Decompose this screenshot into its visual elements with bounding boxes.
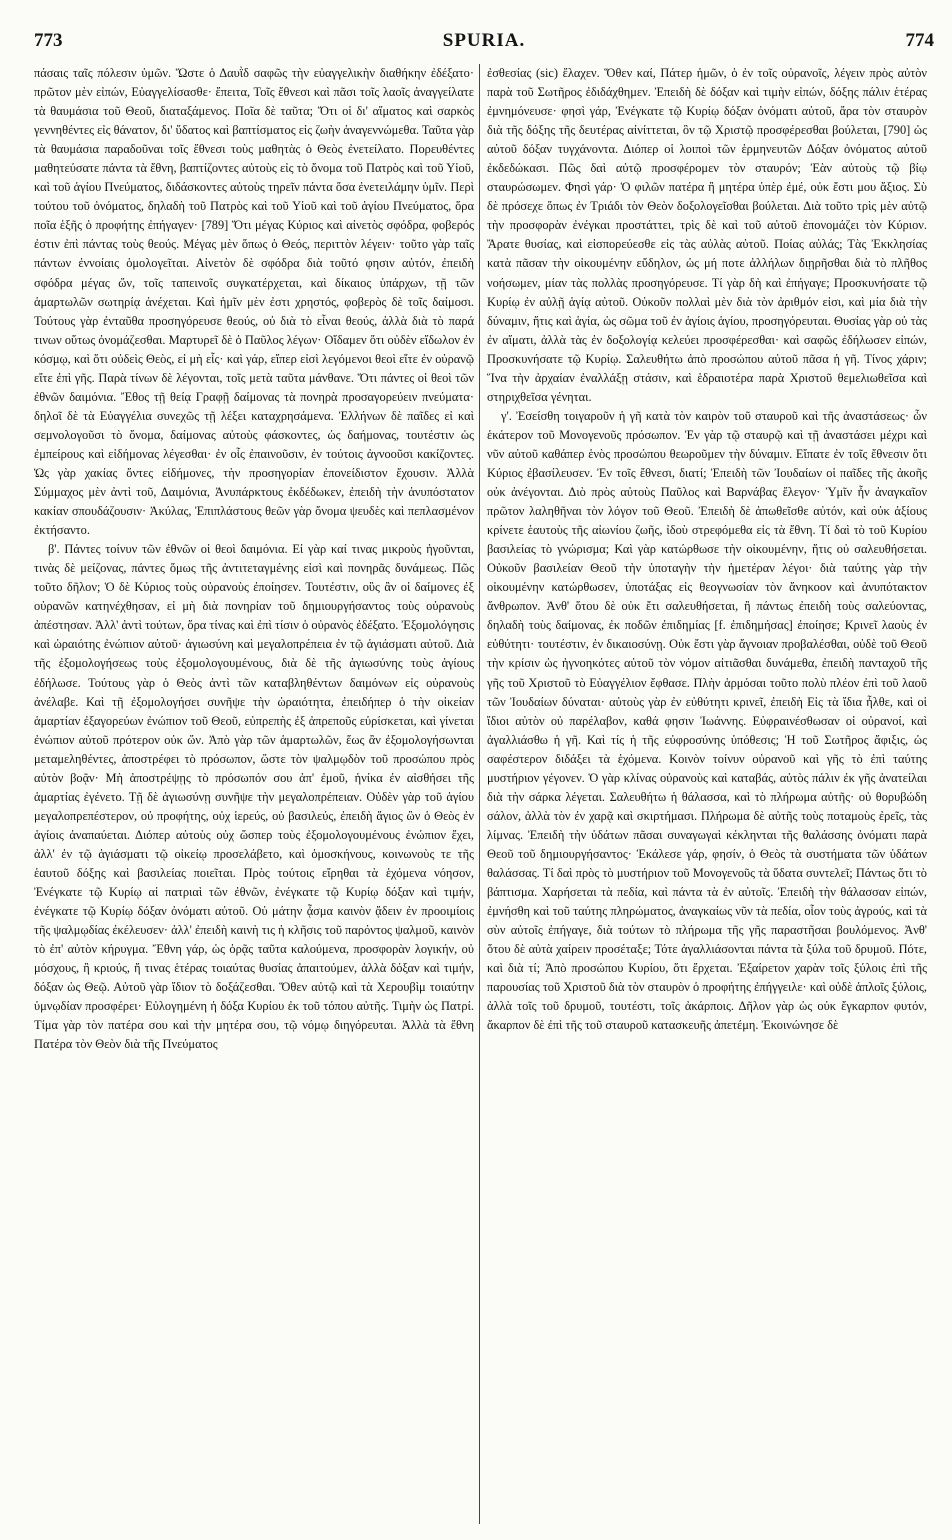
running-title: SPURIA. bbox=[442, 30, 526, 51]
page-number-right: 774 bbox=[905, 30, 934, 51]
column-paragraph: β'. Πάντες τοίνυν τῶν ἐθνῶν οἱ θεοὶ δαιμόνια. Εἰ γὰρ καί τινας μικροὺς ἡγοῦνται, τινὰς δὲ μείζονας, πάντες ὅμως τῆς ἀντιτεταγμένης εἰσὶ καὶ πονηρᾶς δυνάμεως. Πῶς τοῦτο δῆλον; Ὁ δὲ Κύριος τοὺς οὐρανοὺς ἐποίησεν. Τουτέστιν, οὓς ἂν οἱ δαίμονες ἐξ οὐρανῶν κατηνέχθησαν, εἰ μὴ διὰ πονηρίαν τοῦ δημιουργήσαντος τοὺς οὐρανοὺς ἀπέστησαν. Ἀλλ' ἀντὶ τούτων, ὅρα τίνας καὶ ἐπὶ τίσιν ὁ οὐρανὸς ἐδέξατο. Ἐξομολόγησις καὶ ὡραιότης ἐνώπιον αὐτοῦ· ἁγιωσύνη καὶ μεγαλοπρέπεια ἐν τῷ ἁγιάσματι αὐτοῦ. Διὰ τῆς ἐξομολογήσεως τοὺς ἐξομολογουμένους, διὰ δὲ τῆς ἁγιωσύνης τοὺς ἁγίους ἐδήλωσε. Τούτους γὰρ ὁ Θεὸς ἀντὶ τῶν καταβληθέντων δαιμόνων εἰς οὐρανοὺς ἀνέλαβε. Καὶ τῇ ἐξομολογήσει συνῆψε τὴν ὡραιότητα, ἐπειδήπερ ὁ τὴν οἰκείαν ἁμαρτίαν ἐξαγορεύων ἐνώπιον τοῦ Θεοῦ, εὐπρεπὴς ἐξ ἀπρεποῦς εὑρίσκεται, καὶ γίνεται ἐνώπιον αὐτοῦ πρότερον οὐκ ὤν. Ἀπὸ γὰρ τῶν ἁμαρτωλῶν, ἕως ἂν ἐξομολογήσωνται μεταμεληθέντες, ἀποστρέφει τὸ πρόσωπον, ὥστε τὸν ψαλμῳδὸν τοῦ προσώπου πρὸς αὐτὸν βοᾷν· Μὴ ἀποστρέψῃς τὸ πρόσωπόν σου ἀπ' ἐμοῦ, ἡνίκα ἐν αἰσθήσει τῆς ἁμαρτίας ἐγένετο. Τῇ δὲ ἁγιωσύνῃ συνῆψε τὴν μεγαλοπρέπειαν. Οὐδὲν γὰρ τοῦ ἁγίου μεγαλοπρεπέστερον, οὐ προφήτης, οὐχ ἱερεύς, οὐ βασιλεύς, ἐπειδὴ ἅγιος ὢν ὁ Θεὸς ἐν ἁγίοις ἀναπαύεται. Διόπερ αὐτοὺς οὐχ ὥσπερ τοὺς ἐξομολογουμένους ἐνώπιον ἔχει, ἀλλ' ἐν τῷ ἁγιάσματι τῷ οἰκείῳ προσελάβετο, καὶ ὁμοσκήνους, κοινωνοὺς τε τῆς ἑαυτοῦ δόξης καὶ βασιλείας ποιεῖται. Πρὸς τούτοις εἴρηθαι τὰ ἑχόμενα νόησον, Ἐνέγκατε τῷ Κυρίῳ αἱ πατριαὶ τῶν ἐθνῶν, ἐνέγκατε τῷ Κυρίῳ δόξαν καὶ τιμήν, ἐνέγκατε τῷ Κυρίῳ δόξαν ὀνόματι αὐτοῦ. Οὐ μάτην ᾆσμα καινὸν ᾄδειν ἐν προοιμίοις τῆς ψαλμῳδίας ἐκέλευσεν· ἀλλ' ἐπειδὴ καινὴ τις ἡ κλῆσις τοῦ παρόντος ψαλμοῦ, καινὸν τὸ ἐπ' αὐτὸν κήρυγμα. Ἔθνη γάρ, ὡς ὁρᾷς ταῦτα καλούμενα, προσφορὰν λογικήν, οὐ μόσχους, ἢ κριούς, ἤ τινας ἑτέρας τοιαύτας θυσίας ἀπαιτούμεν, ἀλλὰ δόξαν καὶ τιμήν, δόξαν ὡς Θεῷ. Αὐτοῦ γὰρ ἴδιον τὸ δοξάζεσθαι. Ὅθεν αὐτῷ καὶ τὰ Χερουβὶμ τοιαύτην ὑμνῳδίαν προσφέρει· Εὐλογημένη ἡ δόξα Κυρίου ἐκ τοῦ τόπου αὐτῆς. Τιμὴν ὡς Πατρί. Τίμα γὰρ τὸν πατέρα σου καὶ τὴν μητέρα σου, τῷ νόμῳ διηγόρευται. Ἀλλὰ τὰ ἔθνη Πατέρα τὸν Θεὸν διὰ τῆς Πνεύματος bbox=[34, 542, 474, 1052]
column-paragraph: ἐσθεσίας (sic) ἔλαχεν. Ὅθεν καί, Πάτερ ἡμῶν, ὁ ἐν τοῖς οὐρανοῖς, λέγειν πρὸς αὐτὸν παρὰ τοῦ Σωτῆρος ἐδιδάχθημεν. Ἐπειδὴ δὲ δόξαν καὶ τιμὴν εἰπών, δόξης πάλιν ἑτέρας ἐμνημόνευσε· φησὶ γάρ, Ἐνέγκατε τῷ Κυρίῳ δόξαν ὀνόματι αὐτοῦ, ἄρα τὸν σταυρὸν διὰ τῆς δόξης τῆς δευτέρας αἰνίττεται, ὃν τῷ Χριστῷ προσφέρεσθαι βούλεται, [790] ὡς αὐτοῦ δόξαν τυγχάνοντα. Διόπερ οἱ λοιποὶ τῶν ἑρμηνευτῶν Δόξαν ὀνόματος αὐτοῦ ἐκδεδώκασι. Πῶς δαὶ αὐτῷ προσφέρομεν τὸν σταυρόν; Ἐὰν αὐτοὺς τῷ βίῳ σταυρώσωμεν. Φησὶ γάρ· Ὁ φιλῶν πατέρα ἢ μητέρα ὑπὲρ ἐμέ, οὐκ ἔστι μου ἄξιος. Σὺ δὲ πρόσεχε ὅπως ἐν Τριάδι τὸν Θεὸν δοξολογεῖσθαι βούλεται. Διὰ τοῦτο τρὶς μὲν αὐτῷ τὴν προσφορὰν ἐνέγκαι προστάττει, τρὶς δὲ καὶ τοῦ αὐτοῦ ἐπονομάζει τὸν Κύριον. Ἄρατε θυσίας, καὶ εἰσπορεύεσθε εἰς τὰς αὐλὰς αὐτοῦ. Ποίας αὐλάς; Τὰς Ἐκκλησίας κατὰ πᾶσαν τὴν οἰκουμένην εὔδηλον, ὡς μή ποτε ἀλλήλων διῃρῆσθαι διὰ τὸ πλῆθος νοήσωμεν, μίαν τὰς πολλὰς προσηγόρευσε. Τί γὰρ δὴ καὶ ἐπήγαγε; Προσκυνήσατε τῷ Κυρίῳ ἐν αὐλῇ ἁγίᾳ αὐτοῦ. Οὐκοῦν πολλαὶ μὲν διὰ τὸν ἀριθμόν εἰσι, καὶ μία διὰ τὴν δύναμιν, ἥτις καὶ ἁγία, ὡς σῶμα τοῦ ἐν ἁγίοις ἁγίου, προσηγόρευται. Θυσίας γὰρ οὐ τὰς ἐν αἵματι, ἀλλὰ τὰς ἐν δοξολογίᾳ κελεύει προσφέρεσθαι· καὶ σαφῶς ἐδήλωσεν εἰπών, Προσκυνήσατε τῷ Κυρίῳ. Σαλευθήτω ἀπὸ προσώπου αὐτοῦ πᾶσα ἡ γῆ. Τίνος χάριν; Ἵνα τὴν ἀρχαίαν ἐναλλάξῃ στάσιν, καὶ ἑδραιοτέρα παρὰ Χριστοῦ θεμελιωθεῖσα καὶ στηριχθεῖσα γένηται. bbox=[487, 66, 927, 404]
column-paragraph: πάσαις ταῖς πόλεσιν ὑμῶν. Ὥστε ὁ Δαυῒδ σαφῶς τὴν εὐαγγελικὴν διαθήκην ἐδέξατο· πρῶτον μὲν εἰπών, Εὐαγγελίσασθε· ἔπειτα, Τοῖς ἔθνεσι καὶ πᾶσι τοῖς λαοῖς ἀναγγείλατε τὰ θαυμάσια τοῦ Θεοῦ, διαταξάμενος. Ποῖα δὲ ταῦτα; Ὅτι οἱ δι' αἵματος καὶ σαρκὸς γεννηθέντες εἰς θάνατον, δι' ὕδατος καὶ βαπτίσματος εἰς ζωὴν ἀναγεννώμεθα. Ταῦτα γὰρ τὰ θαυμάσια παραδοῦναι τοῖς ἔθνεσι τοὺς μαθητὰς ὁ Θεὸς ἐνετείλατο. Πορευθέντες μαθητεύσατε πάντα τὰ ἔθνη, βαπτίζοντες αὐτοὺς εἰς τὸ ὄνομα τοῦ Πατρὸς καὶ τοῦ Υἱοῦ, καὶ τοῦ ἁγίου Πνεύματος, διδάσκοντες αὐτοὺς τηρεῖν πάντα ὅσα ἐνετειλάμην ὑμῖν. Περὶ τούτου τοῦ ὀνόματος, δηλαδὴ τοῦ Πατρὸς καὶ τοῦ Υἱοῦ καὶ τοῦ ἁγίου Πνεύματος, ὅρα ποῖα ἑξῆς ὁ προφήτης ἐπήγαγεν· [789] Ὅτι μέγας Κύριος καὶ αἰνετὸς σφόδρα, φοβερός ἐστιν ἐπὶ πάντας τοὺς θεούς. Μέγας μὲν ὅπως ὁ Θεός, περιττὸν λέγειν· τοῦτο γὰρ ταῖς πάντων ἐννοίαις ὁμολογεῖται. Αἰνετὸν δὲ σφόδρα διὰ τοῦτό φησιν αὐτόν, ἐπειδὴ σφόδρα μέγας ὤν, τοῖς ταπεινοῖς συγκατέρχεται, καὶ δίκαιος ὑπάρχων, τῇ τῶν ἁμαρτωλῶν σωτηρίᾳ ἀνέχεται. Καὶ ἡμῖν μὲν ἐστι χρηστός, φοβερὸς δὲ τοῖς δαίμοσι. Τούτους γὰρ ἐνταῦθα προσηγόρευσε θεούς, οὐ διὰ τὸ εἶναι θεούς, ἀλλὰ διὰ τὸ παρά τινων οὕτως ὀνομάζεσθαι. Μαρτυρεῖ δὲ ὁ Παῦλος λέγων· Οἴδαμεν ὅτι οὐδὲν εἴδωλον ἐν κόσμῳ, καὶ ὅτι οὐδεὶς Θεὸς, εἰ μὴ εἷς· καὶ γάρ, εἴπερ εἰσὶ λεγόμενοι θεοὶ εἴτε ἐν οὐρανῷ εἴτε ἐπὶ γῆς. Παρὰ τίνων δὲ λέγονται, τοῖς μετὰ ταῦτα μάνθανε. Ὅτι πάντες οἱ θεοὶ τῶν ἐθνῶν δαιμόνια. Ἔθος τῇ θείᾳ Γραφῇ δαίμονας τὰ πονηρὰ προσαγορεύειν πνεύματα· δηλοῖ δὲ τὰ Εὐαγγέλια συνεχῶς τῇ λέξει καταχρησάμενα. Ἑλλήνων δὲ παῖδες εἰ καὶ σεμνολογοῦσι τὸ ὄνομα, δαίμονας αὐτοὺς φάσκοντες, ὡς δαήμονας, τουτέστιν ὡς ἐμπείρους καὶ εἰδήμονας λέγεσθαι· ἐν οἷς ἐπαινοῦσιν, ἐν τούτοις ἀγνοοῦσι κακίζοντες. Ὡς γὰρ χακίας ὄντες εἰδήμονες, τὴν προσηγορίαν ἐπονείδιστον ἔχουσιν. Ἀλλὰ Σύμμαχος μὲν ἀντὶ τοῦ, Δαιμόνια, Ἀνυπάρκτους ἐκδέδωκεν, ἐπειδὴ τὴν ἀνυπόστατον κακίαν σπουδάζουσιν· Ἀκύλας, Ἐπιπλάστους θεῶν γὰρ ὄνομα ψευδὲς καὶ πεπλασμένον ἐκτήσαντο. bbox=[34, 66, 474, 538]
page-number-left: 773 bbox=[34, 30, 63, 51]
column-divider bbox=[479, 64, 480, 1524]
text-column-right bbox=[487, 64, 927, 1532]
text-column-left bbox=[34, 64, 474, 1532]
running-header bbox=[34, 30, 934, 54]
column-paragraph: γ'. Ἐσείσθη τοιγαροῦν ἡ γῆ κατὰ τὸν καιρὸν τοῦ σταυροῦ καὶ τῆς ἀναστάσεως· ὧν ἑκάτερον τοῦ Μονογενοῦς πρόσωπον. Ἐν γὰρ τῷ σταυρῷ καὶ τῇ ἀναστάσει μέχρι καὶ νῦν αὐτοῦ καθάπερ ἑνὸς προσώπου θεωροῦμεν τὴν δύναμιν. Εἴπατε ἐν τοῖς ἔθνεσιν ὅτι Κύριος ἐβασίλευσεν. Ἐν τοῖς ἔθνεσι, διατί; Ἐπειδὴ τῶν Ἰουδαίων οἱ παῖδες τῆς ἀκοῆς οὐκ ἀνέγονται. Διὸ πρὸς αὐτοὺς Παῦλος καὶ Βαρνάβας ἔλεγον· Ὑμῖν ἦν ἀναγκαῖον πρῶτον λαληθῆναι τὸν λόγον τοῦ Θεοῦ. Ἐπειδὴ δὲ ἀπωθεῖσθε αὐτόν, καὶ οὐκ ἀξίους κρίνετε ἑαυτοὺς τῆς αἰωνίου ζωῆς, ἰδοὺ στρεφόμεθα εἰς τὰ ἔθνη. Τί δαὶ τὸ τοῦ Κυρίου βασιλείας τὸ γνώρισμα; Καὶ γὰρ κατώρθωσε τὴν οἰκουμένην, ἥτις οὐ σαλευθήσεται. Οὐκοῦν βασιλείαν Θεοῦ τὴν ὑποταγὴν τὴν ἡμετέραν λέγοι· διὰ ταύτης γὰρ τὴν οἰκουμένην κατώρθωσεν, ὑποτάξας εἰς θεογνωσίαν τὸν ἄνηκοον καὶ ἀνυπότακτον ἄνθρωπον. Ἀνθ' ὅτου δὲ οὐκ ἔτι σαλευθήσεται, ἢ πάντως ἐπειδὴ τοὺς σαλεύοντας, δηλαδὴ τοὺς δαίμονας, ἐκ ποδῶν ἐπιδημίας [f. ἐπιδημήσας] ἐποίησε; Κρινεῖ λαοὺς ἐν εὐθύτητι· τουτέστιν, ἐν δικαιοσύνῃ. Οὐκ ἔστι γὰρ ἄγνοιαν προβαλέσθαι, οὐδὲ τοῦ Θεοῦ τὴν κρίσιν ὡς ἠγνοηκότες αὐτοῦ τὸν νόμον αἰτιᾶσθαι δυνάμεθα, ἐπειδὴ πανταχοῦ τῆς γῆς τοῦ Χριστοῦ τὸ Εὐαγγέλιον ἔφθασε. Πλὴν ἁρμόσαι τοῦτο πολὺ πλέον ἐπὶ τοῦ λαοῦ τῶν Ἰουδαίων δύναται· αὐτοὺς γὰρ ἐν εὐθύτητι κρινεῖ, ἐπειδὴ Εἰς τὰ ἴδια ἦλθε, καὶ οἱ ἴδιοι αὐτὸν οὐ παρέλαβον, καθά φησιν Ἰωάννης. Εὐφραινέσθωσαν οἱ οὐρανοί, καὶ ἀγαλλιάσθω ἡ γῆ. Καὶ τίς ἡ τῆς εὐφροσύνης ὑπόθεσις; Ἡ τοῦ Σωτῆρος ἄφιξις, ὡς σαφέστερον διδάξει τὰ ἑχόμενα. Κοινὸν τοίνυν οὐρανοῦ καὶ γῆς τὸ ἐπὶ ταύτης μυστήριον γέγονεν. Ὁ γὰρ κλίνας οὐρανοὺς καὶ καταβάς, αὐτὸς πάλιν ἐκ γῆς ἀνατείλαι διὰ τὴν σάρκα λέγεται. Σαλευθήτω ἡ θάλασσα, καὶ τὸ πλήρωμα αὐτῆς· οὐ θορυβώδη σάλον, ἀλλὰ τὸν ἐν χαρᾷ καὶ σκιρτήμασι. Πλήρωμα δὲ αὐτῆς τοὺς ποταμοὺς ἐρεῖς, τὰς λίμνας. Ἐπειδὴ τὴν ὑδάτων πᾶσαι συναγωγαὶ κέκληνται τῆς θαλάσσης ὀνόματι παρὰ Θεοῦ τοῦ δημιουργήσαντος· Ἐκάλεσε γάρ, φησίν, ὁ Θεὸς τὰ συστήματα τῶν ὑδάτων θαλάσσας. Τί δαὶ πρὸς τὸ μυστήριον τοῦ Μονογενοῦς τὰ ὕδατα συντελεῖ; Πάντως ὅτι τὸ βάπτισμα. Χαρήσεται τὰ πεδία, καὶ πάντα τὰ ἐν αὐτοῖς. Ἐπειδὴ τὴν θάλασσαν εἰπών, ἐμνήσθη καὶ τοῦ ταύτης πληρώματος, ἀναγκαίως νῦν τὰ πεδία, οἷον τοὺς ἀγρούς, καὶ τὰ σὺν αὐτοῖς ἐπήγαγε, διὰ τούτων τὸ πλήρωμα τῆς γῆς παραστῆσαι βουλόμενος. Ἀνθ' ὅτου δὲ αὐτὰ χαίρειν προσέταξε; Τότε ἀγαλλιάσονται πάντα τὰ ξύλα τοῦ δρυμοῦ. Πότε, καὶ διὰ τί; Ἀπὸ προσώπου Κυρίου, ὅτι ἔρχεται. Ἐξαίρετον χαρὰν τοῖς ξύλοις ἐπὶ τῆς παρουσίας τοῦ Χριστοῦ διὰ τὸν σταυρὸν ὁ προφήτης ἐπήγγειλε· καὶ οὐδὲ ἁπλοῖς ξύλοις, ἀλλὰ τοῖς τοῦ δρυμοῦ, τουτέστι, τοῖς ἀκάρποις. Δῆλον γὰρ ὡς οὐκ ἔγκαρπον φυτόν, ἄκαρπον δὲ ἐπὶ τῆς τοῦ σταυροῦ κατασκευῆς ἀπετέμη. Ἐκοινώνησε δὲ bbox=[487, 408, 927, 1033]
